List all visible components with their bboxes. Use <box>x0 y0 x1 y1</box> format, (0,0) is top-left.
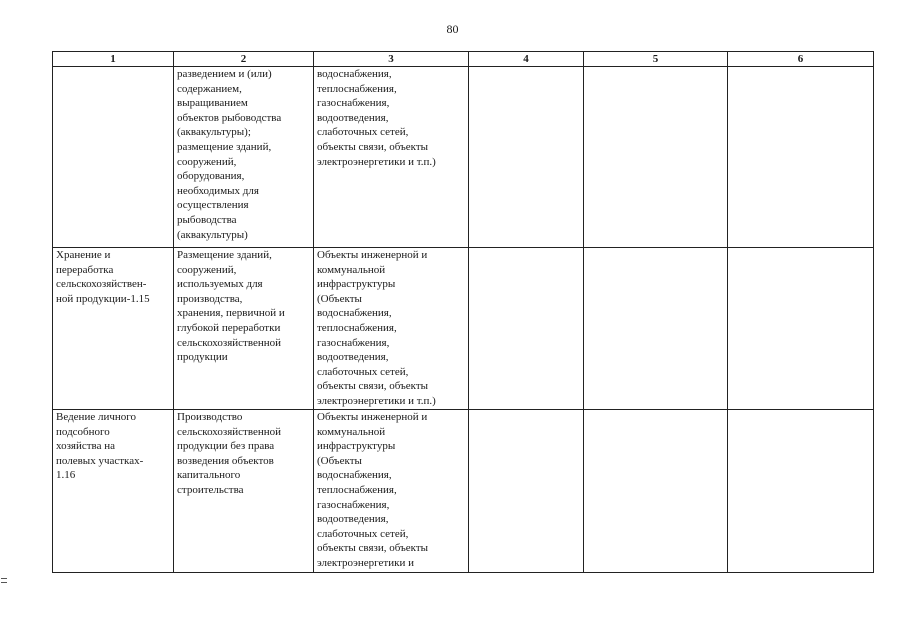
cell-text: разведением и (или) содержанием, выращиванием объектов рыбоводства (аквакультуры); размещение зданий, сооружений, оборудования, необходимых для осуществления рыбоводства (аквакультуры) <box>177 68 282 241</box>
table-row <box>53 248 874 410</box>
cell-text: Хранение и переработка сельскохозяйствен- ной продукции-1.15 <box>56 249 150 305</box>
cell-text: Объекты инженерной и коммунальной инфраструктуры (Объекты водоснабжения, теплоснабжения, газоснабжения, водоотведения, слаботочных сетей, объекты связи, объекты электроэнергетики и т.п.) <box>317 249 436 407</box>
table-cell <box>469 248 584 410</box>
table-row <box>53 67 874 248</box>
table-cell <box>584 67 728 248</box>
table-cell <box>469 67 584 248</box>
table-cell <box>314 248 469 410</box>
table-cell <box>174 410 314 573</box>
table-cell <box>728 410 874 573</box>
table-cell <box>53 248 174 410</box>
table-row <box>53 410 874 573</box>
cell-text: Объекты инженерной и коммунальной инфраструктуры (Объекты водоснабжения, теплоснабжения, газоснабжения, водоотведения, слаботочных сетей, объекты связи, объекты электроэнергетики и <box>317 411 429 569</box>
column-header-3: 3 <box>314 52 469 67</box>
page-number: 80 <box>446 22 459 36</box>
margin-mark <box>1 578 7 579</box>
column-header-6: 6 <box>728 52 874 67</box>
column-header-1: 1 <box>53 52 174 67</box>
table-cell <box>584 248 728 410</box>
cell-text: Ведение личного подсобного хозяйства на полевых участках- 1.16 <box>56 411 144 482</box>
cell-text: Размещение зданий, сооружений, используемых для производства, хранения, первичной и глубокой переработки сельскохозяйственной продукции <box>177 249 285 364</box>
table-cell <box>53 67 174 248</box>
cell-text: Производство сельскохозяйственной продукции без права возведения объектов капитального строительства <box>177 411 282 496</box>
table-cell <box>314 67 469 248</box>
table-cell <box>174 248 314 410</box>
table-cell <box>584 410 728 573</box>
table-cell <box>314 410 469 573</box>
margin-mark <box>1 582 7 583</box>
column-header-row <box>53 52 874 67</box>
column-header-4: 4 <box>469 52 584 67</box>
land-use-table <box>52 51 874 573</box>
table-cell <box>728 248 874 410</box>
table-cell <box>174 67 314 248</box>
table-cell <box>53 410 174 573</box>
table-cell <box>728 67 874 248</box>
column-header-2: 2 <box>174 52 314 67</box>
column-header-5: 5 <box>584 52 728 67</box>
table-cell <box>469 410 584 573</box>
cell-text: водоснабжения, теплоснабжения, газоснабжения, водоотведения, слаботочных сетей, объекты связи, объекты электроэнергетики и т.п.) <box>317 68 436 168</box>
